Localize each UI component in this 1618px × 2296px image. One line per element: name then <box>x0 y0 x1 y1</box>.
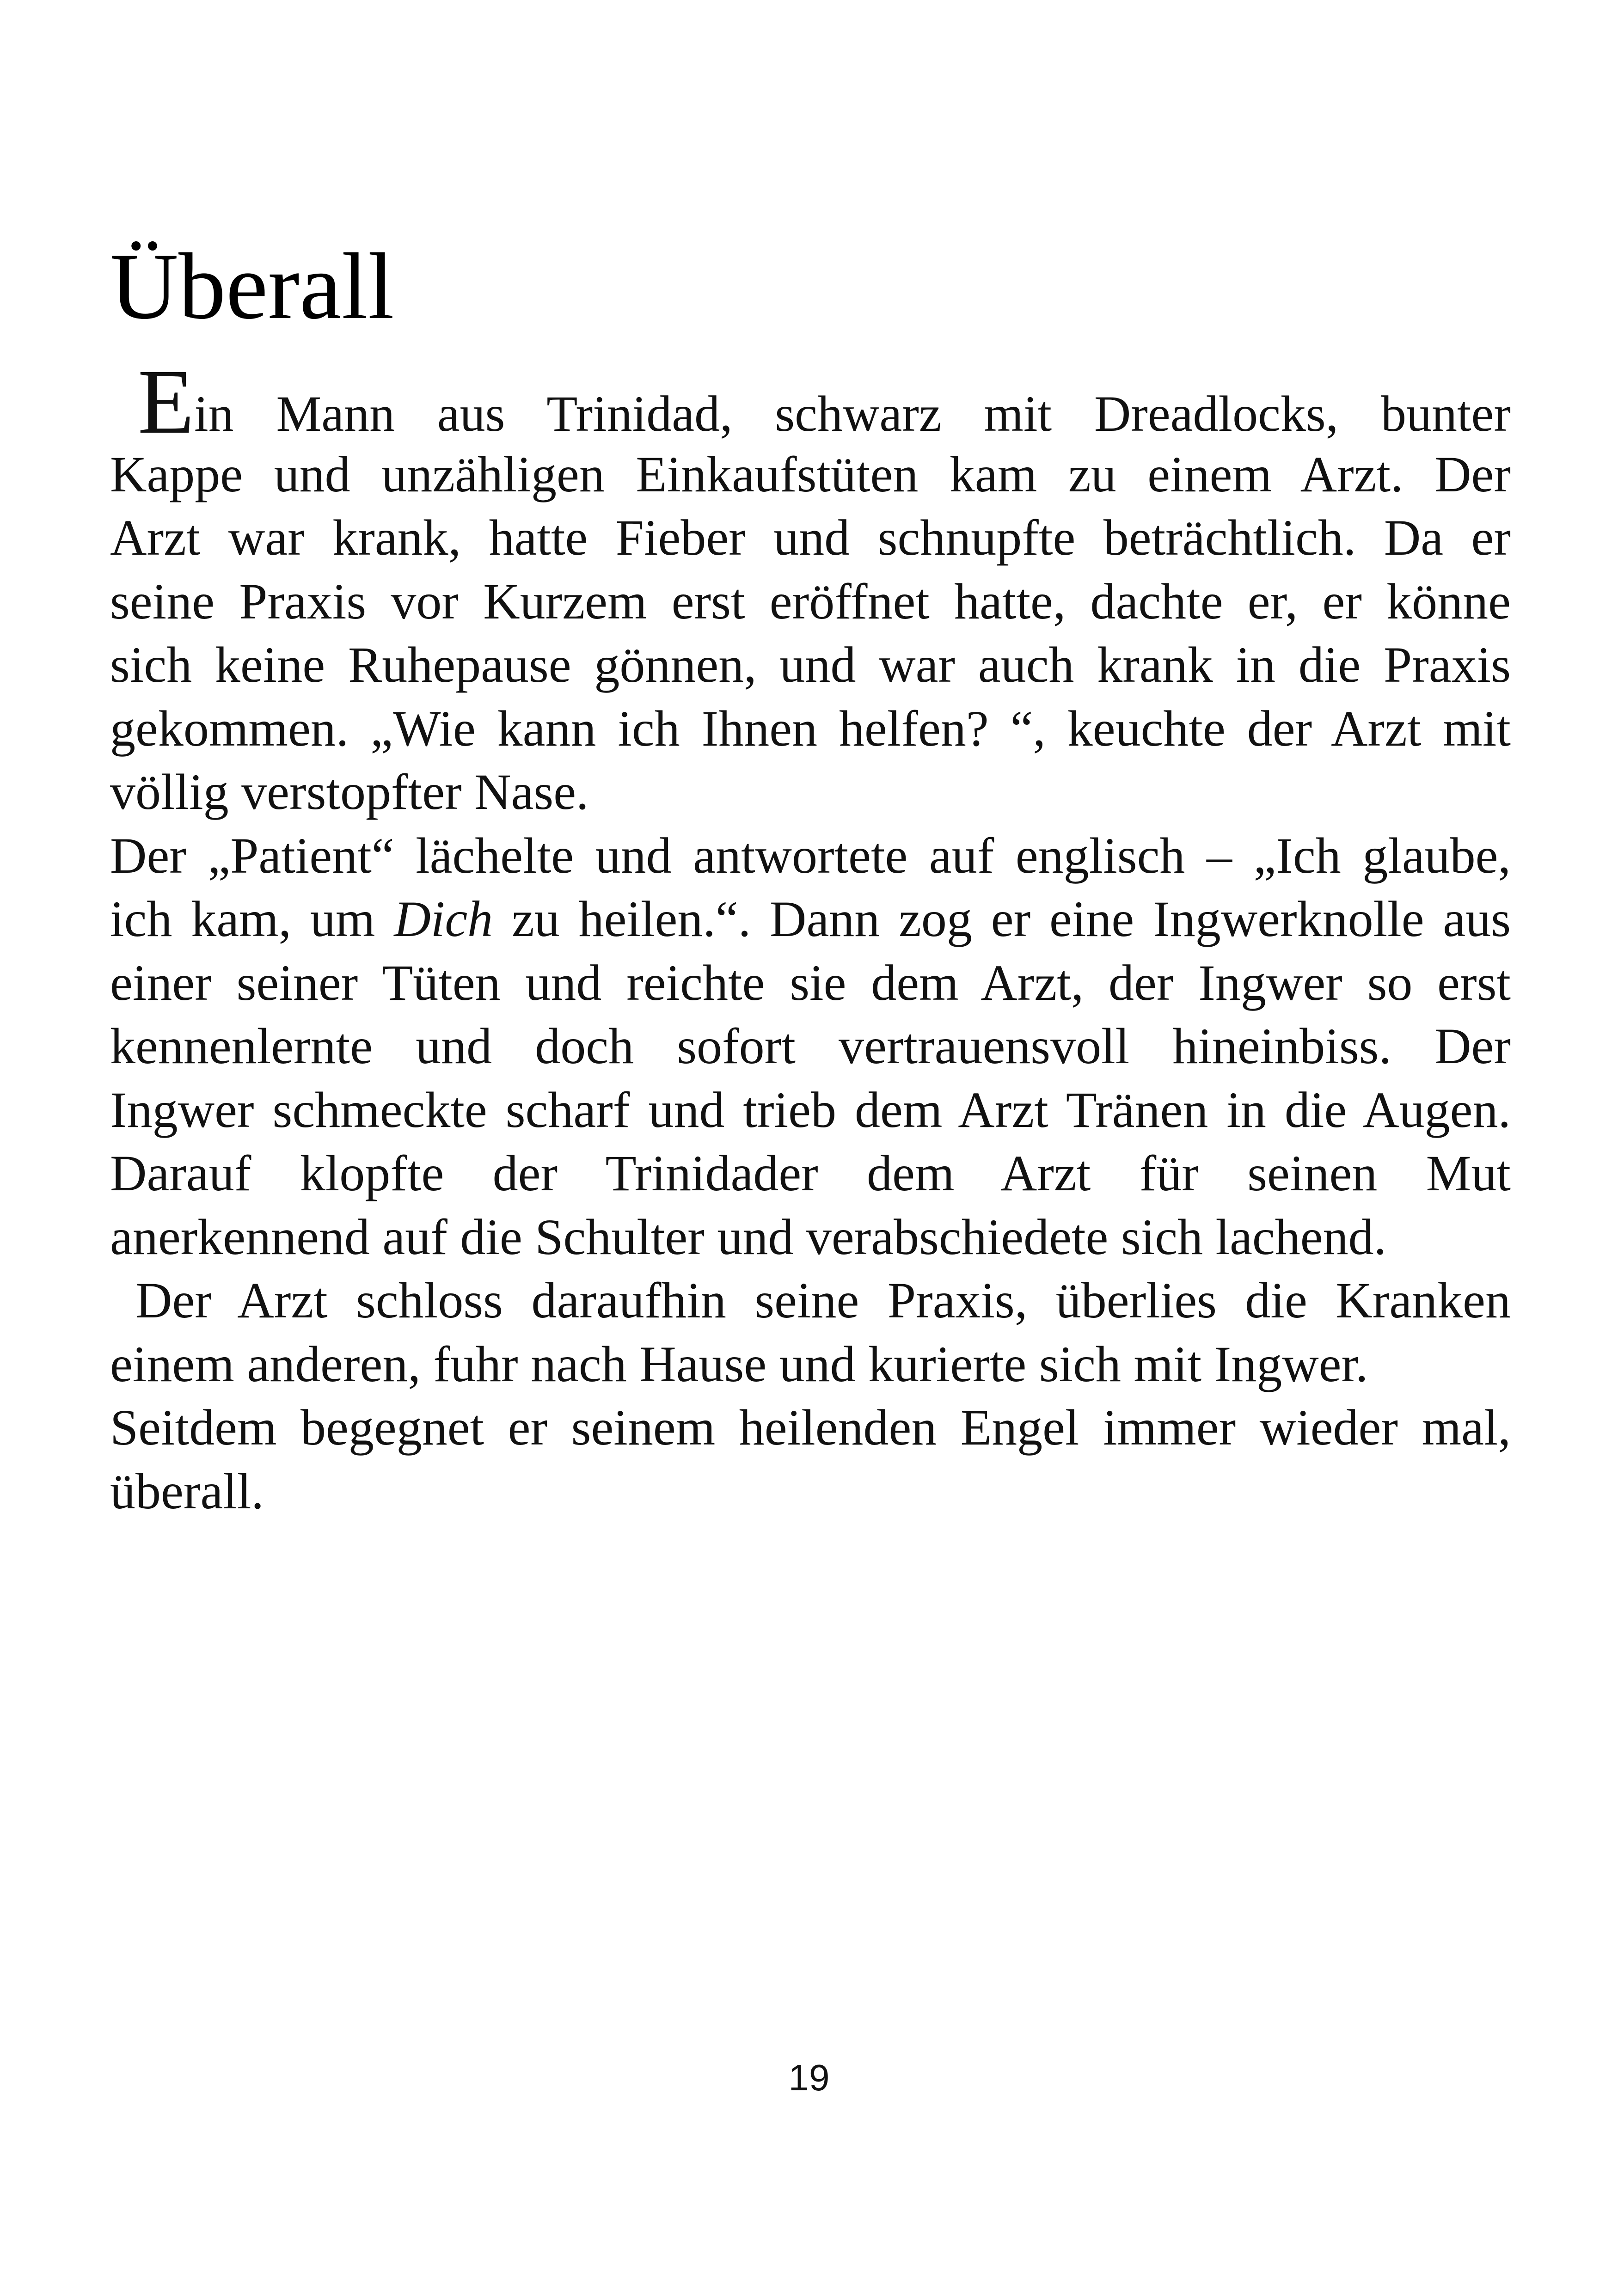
text-line: Arzt war krank, hatte Fieber und schnupfte beträchtlich. Da er <box>110 509 1511 566</box>
text-line: Kappe und unzähligen Einkaufstüten kam zu einem Arzt. Der <box>110 446 1511 502</box>
italic-word: Dich <box>394 891 493 947</box>
page-number: 19 <box>788 2057 830 2098</box>
text-line: Darauf klopfte der Trinidader dem Arzt für seinen Mut <box>110 1145 1511 1201</box>
text-line: völlig verstopfter Nase. <box>110 764 589 820</box>
text-line: einer seiner Tüten und reichte sie dem Arzt, der Ingwer so erst <box>110 954 1511 1011</box>
text-line <box>110 888 1511 951</box>
text-line: Ingwer schmeckte scharf und trieb dem Arzt Tränen in die Augen. <box>110 1081 1511 1138</box>
text-line: einem anderen, fuhr nach Hause und kurierte sich mit Ingwer. <box>110 1335 1368 1392</box>
drop-cap: E <box>138 351 195 453</box>
text-line: kennenlernte und doch sofort vertrauensvoll hineinbiss. Der <box>110 1018 1511 1074</box>
text-line: seine Praxis vor Kurzem erst eröffnet hatte, dachte er, er könne <box>110 573 1511 630</box>
paragraph-3 <box>110 1269 1511 1523</box>
paragraph-2 <box>110 824 1511 1269</box>
text-line: gekommen. „Wie kann ich Ihnen helfen? “, keuchte der Arzt mit <box>110 700 1511 757</box>
text-line: anerkennend auf die Schulter und verabschiedete sich lachend. <box>110 1208 1387 1265</box>
text-line: Seitdem begegnet er seinem heilenden Engel immer wieder mal, <box>110 1399 1511 1456</box>
text-line <box>110 351 1511 453</box>
paragraph-1 <box>110 351 1511 824</box>
text-line: Der „Patient“ lächelte und antwortete auf englisch – „Ich glaube, <box>110 827 1511 884</box>
chapter-title: Überall <box>110 234 394 339</box>
text-line: überall. <box>110 1463 264 1519</box>
text-line-content: in Mann aus Trinidad, schwarz mit Dreadlocks, bunter <box>194 386 1511 442</box>
chapter-body <box>110 351 1511 1523</box>
text-line: sich keine Ruhepause gönnen, und war auch krank in die Praxis <box>110 637 1511 693</box>
text-segment: ich kam, um <box>110 891 394 947</box>
text-segment: zu heilen.“. Dann zog er eine Ingwerknolle aus <box>493 891 1511 947</box>
text-line: Der Arzt schloss daraufhin seine Praxis, überlies die Kranken <box>135 1272 1511 1329</box>
